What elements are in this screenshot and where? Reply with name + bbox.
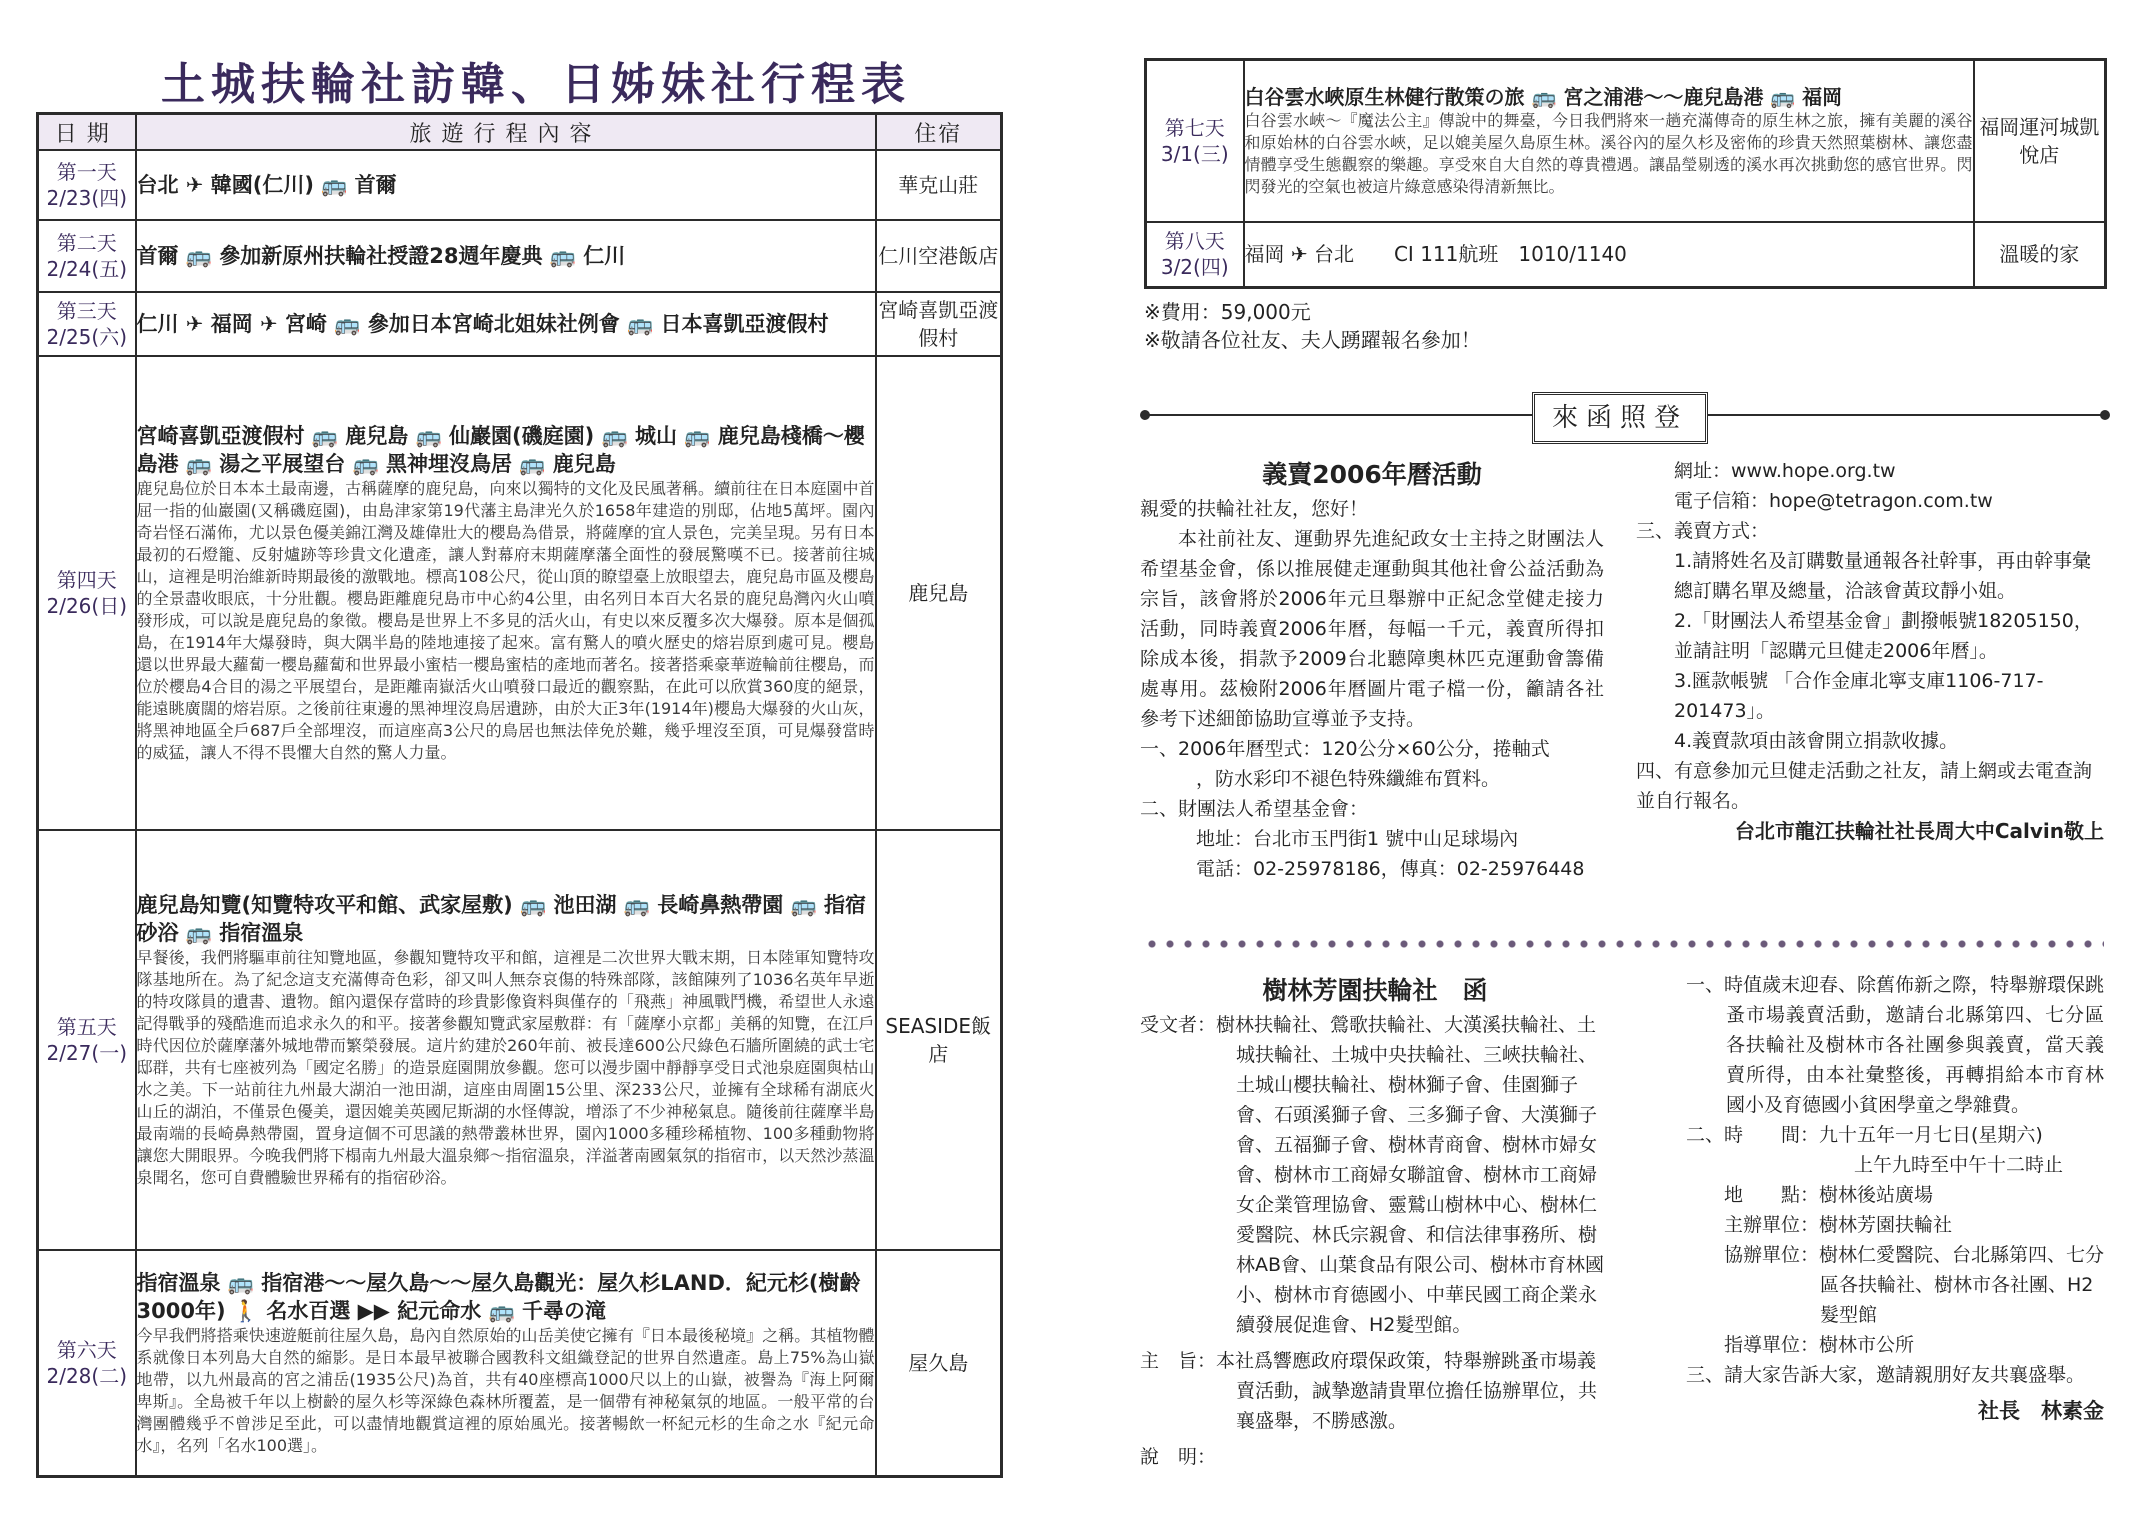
notice-subitem: 2.「財團法人希望基金會」劃撥帳號18205150，並請註明「認購元旦健走2006年曆」。 bbox=[1674, 610, 2093, 662]
calendar-notice-right bbox=[1636, 456, 2104, 846]
notice-subitem: 1.請將姓名及訂購數量通報各社幹事，再由幹事彙總訂購名單及總量，洽該會黃玟靜小姐。 bbox=[1674, 550, 2092, 602]
notice-item: 四、有意參加元旦健走活動之社友，請上網或去電查詢並自行報名。 bbox=[1636, 760, 2093, 812]
hotel-cell: 宮崎喜凱亞渡假村 bbox=[876, 292, 1002, 356]
day-cell: 第四天 2/26(日) bbox=[38, 356, 136, 830]
notice-body: 本社前社友、運動界先進紀政女士主持之財團法人希望基金會，係以推展健走運動與其他社會公益活動為宗旨，該會將於2006年元旦舉辦中正紀念堂健走接力活動，同時義賣2006年曆，每幅一千元，義賣所得扣除成本後，捐款予2009台北聽障奧林匹克運動會籌備處專用。茲檢附2006年曆圖片電子檔一份，籲請各社參考下述細節協助宣導並予支持。 bbox=[1140, 528, 1604, 730]
route-cell: 鹿兒島知覽(知覽特攻平和館、武家屋敷) 🚌 池田湖 🚌 長崎鼻熱帶園 🚌 指宿砂浴 🚌 指宿溫泉 早餐後，我們將驅車前往知覽地區，參觀知覽特攻平和館，這裡是二次世界大戰末期，日本陸軍知覽特攻隊基地所在。為了紀念這支充滿傳奇色彩，卻又叫人無奈哀傷的特殊部隊，該館陳列了1036名英年早逝的特攻隊員的遺書、遺物。館內還保存當時的珍貴影像資料與僅存的「飛燕」神風戰鬥機，希望世人永遠記得戰爭的殘酷進而追求永久的和平。接著參觀知覽武家屋敷群：有「薩摩小京都」美稱的知覽，在江戶時代因位於薩摩藩外城地帶而繁榮發展。這片約建於260年前、被長達600公尺綠色石牆所圍繞的武士宅邸群，共有七座被列為「國定名勝」的造景庭園開放參觀。您可以漫步園中靜靜享受日式池泉庭園與枯山水之美。下一站前往九州最大湖泊一池田湖，這座由周圍15公里、深233公尺，並擁有全球稀有湖底火山丘的湖泊，不僅景色優美，還因媲美英國尼斯湖的水怪傳說，增添了不少神秘氣息。隨後前往薩摩半島最南端的長崎鼻熱帶園，置身這個不可思議的熱帶叢林世界，園內1000多種珍稀植物、100多種動物將讓您大開眼界。今晚我們將下榻南九州最大溫泉鄉～指宿溫泉，洋溢著南國氣氛的指宿市，以天然沙蒸溫泉聞名，您可自費體驗世界稀有的指宿砂浴。 bbox=[136, 830, 876, 1250]
header-hotel: 住宿 bbox=[876, 114, 1002, 151]
letter-point: 上午九時至中午十二時止 bbox=[1854, 1154, 2064, 1176]
shulin-letter-title: 樹林芳園扶輪社 函 bbox=[1262, 976, 1488, 1005]
letter-signature: 社長 林素金 bbox=[1978, 1399, 2104, 1423]
section-title: 來函照登 bbox=[1532, 392, 1708, 444]
table-row bbox=[38, 830, 1002, 1250]
route-cell: 白谷雲水峽原生林健行散策の旅 🚌 宮之浦港～～鹿兒島港 🚌 福岡 白谷雲水峽～『魔法公主』傳說中的舞臺，今日我們將來一趟充滿傳奇的原生林之旅，擁有美麗的溪谷和原始林的白谷雲水峽，足以媲美屋久島原生林。溪谷內的屋久杉及密佈的珍貴天然照葉樹林、讓您盡情體享受生態觀察的樂趣。享受來自大自然的尊貴禮遇。讓晶瑩剔透的溪水再次挑動您的感官世界。閃閃發光的空氣也被這片綠意感染得清新無比。 bbox=[1244, 60, 1974, 222]
table-row bbox=[1146, 222, 2106, 288]
day-cell: 第八天 3/2(四) bbox=[1146, 222, 1244, 288]
recipients: 受文者：樹林扶輪社、鶯歌扶輪社、大漢溪扶輪社、土城扶輪社、土城中央扶輪社、三峽扶輪社、土城山櫻扶輪社、樹林獅子會、佳園獅子會、石頭溪獅子會、三多獅子會、大漢獅子會、五福獅子會、樹林青商會、樹林市婦女會、樹林市工商婦女聯誼會、樹林市工商婦女企業管理協會、靈鷲山樹林中心、樹林仁愛醫院、林氏宗親會、和信法律事務所、樹林AB會、山葉食品有限公司、樹林市育林國小、樹林市育德國小、中華民國工商企業永續發展促進會、H2髮型館。 bbox=[1140, 1014, 1605, 1336]
notice-address: 地址：台北市玉門街1 號中山足球場內 bbox=[1196, 828, 1519, 850]
calendar-notice-title: 義賣2006年曆活動 bbox=[1262, 460, 1482, 489]
letter-point: 一、時值歲末迎春、除舊佈新之際，特舉辦環保跳蚤市場義賣活動，邀請台北縣第四、七分區各扶輪社及樹林市各社團參與義賣，當天義賣所得，由本社彙整後，再轉捐給本市育林國小及育德國小貧困學童之學雜費。 bbox=[1686, 974, 2105, 1116]
notice-subitem: 4.義賣款項由該會開立捐款收據。 bbox=[1674, 730, 1959, 752]
route-cell: 宮崎喜凱亞渡假村 🚌 鹿兒島 🚌 仙巖園(磯庭園) 🚌 城山 🚌 鹿兒島棧橋～櫻島港 🚌 湯之平展望台 🚌 黑神埋沒鳥居 🚌 鹿兒島 鹿兒島位於日本本土最南邊，古稱薩摩的鹿兒島，向來以獨特的文化及民風著稱。續前往在日本庭園中首屈一指的仙巖園(又稱磯庭園)，由島津家第19代藩主島津光久於1658年建造的別邸，佔地5萬坪。園內奇岩怪石滿佈，尤以景色優美錦江灣及雄偉壯大的櫻島為借景，將薩摩的宜人景色，完美呈現。另有日本最初的石燈籠、反射爐跡等珍貴文化遺產，讓人對幕府末期薩摩藩全面性的發展驚嘆不已。接著前往城山，這裡是明治維新時期最後的激戰地。標高108公尺，從山頂的瞭望臺上放眼望去，鹿兒島市區及櫻島的全景盡收眼底，十分壯觀。櫻島距離鹿兒島市中心約4公里，由名列日本百大名景的鹿兒島灣內火山噴發形成，可以說是鹿兒島的象徵。櫻島是世界上不多見的活火山，有史以來反覆多次大爆發。原本是個孤島，在1914年大爆發時，與大隅半島的陸地連接了起來。富有驚人的噴火歷史的熔岩原到處可見。櫻島還以世界最大蘿蔔一櫻島蘿蔔和世界最小蜜桔一櫻島蜜桔的產地而著名。接著搭乘豪華遊輪前往櫻島，而位於櫻島4合目的湯之平展望台，是距離南嶽活火山噴發口最近的觀察點，在此可以欣賞360度的絕景，能遠眺廣闊的熔岩原。之後前往東邊的黑神埋沒鳥居遺跡，由於大正3年(1914年)櫻島大爆發的火山灰，將黑神地區全戶687戶全部埋沒，而這座高3公尺的鳥居也無法倖免於難，幾乎埋沒至頂，可見爆發當時的威猛，讓人不得不畏懼大自然的驚人力量。 bbox=[136, 356, 876, 830]
hotel-cell: 仁川空港飯店 bbox=[876, 220, 1002, 292]
shulin-letter-right bbox=[1686, 970, 2104, 1426]
table-row bbox=[1146, 60, 2106, 222]
notice-subitem: 3.匯款帳號 「合作金庫北寧支庫1106-717-201473」。 bbox=[1674, 670, 2044, 722]
table-row bbox=[38, 356, 1002, 830]
route-cell: 首爾 🚌 參加新原州扶輪社授證28週年慶典 🚌 仁川 bbox=[136, 220, 876, 292]
letter-guide: 指導單位：樹林市公所 bbox=[1724, 1334, 1915, 1356]
greeting: 親愛的扶輪社社友，您好！ bbox=[1140, 498, 1369, 520]
purpose: 主 旨：本社爲響應政府環保政策，特舉辦跳蚤市場義賣活動，誠摯邀請貴單位擔任協辦單位，共襄盛舉，不勝感激。 bbox=[1140, 1350, 1598, 1432]
table-row bbox=[38, 292, 1002, 356]
route-cell: 台北 ✈ 韓國(仁川) 🚌 首爾 bbox=[136, 150, 876, 220]
itinerary-table-right bbox=[1144, 58, 2107, 289]
hotel-cell: 屋久島 bbox=[876, 1250, 1002, 1476]
itinerary-table-left bbox=[36, 112, 1003, 1478]
letter-point: 二、時 間：九十五年一月七日(星期六) bbox=[1686, 1124, 2043, 1146]
notice-item: 三、義賣方式： bbox=[1636, 520, 1770, 542]
day-cell: 第三天 2/25(六) bbox=[38, 292, 136, 356]
route-cell: 指宿溫泉 🚌 指宿港～～屋久島～～屋久島觀光：屋久杉LAND．紀元杉(樹齡3000年) 🚶 名水百選 ▶▶ 紀元命水 🚌 千尋の滝 今早我們將搭乘快速遊艇前往屋久島，島內自然原始的山岳美使它擁有『日本最後秘境』之稱。其植物體系就像日本列島大自然的縮影。是日本最早被聯合國教科文組織登記的世界自然遺產。島上75%為山嶽地帶，以九州最高的宮之浦岳(1935公尺)為首，共有40座標高1000尺以上的山嶽，被譽為『海上阿爾卑斯』。全島被千年以上樹齡的屋久杉等深綠色森林所覆蓋，是一個帶有神秘氣氛的地區。一般平常的台灣團體幾乎不曾涉足至此，可以盡情地觀賞這裡的原始風光。接著暢飲一杯紀元杉的生命之水『紀元命水』，名列「名水100選」。 bbox=[136, 1250, 876, 1476]
day-cell: 第一天 2/23(四) bbox=[38, 150, 136, 220]
route-description: 今早我們將搭乘快速遊艇前往屋久島，島內自然原始的山岳美使它擁有『日本最後秘境』之稱。其植物體系就像日本列島大自然的縮影。是日本最早被聯合國教科文組織登記的世界自然遺產。島上75%為山嶽地帶，以九州最高的宮之浦岳(1935公尺)為首，共有40座標高1000尺以上的山嶽，被譽為『海上阿爾卑斯』。全島被千年以上樹齡的屋久杉等深綠色森林所覆蓋，是一個帶有神秘氣氛的地區。一般平常的台灣團體幾乎不曾涉足至此，可以盡情地觀賞這裡的原始風光。接著暢飲一杯紀元杉的生命之水『紀元命水』，名列「名水100選」。 bbox=[136, 1325, 875, 1455]
notice-item: ，防水彩印不褪色特殊纖維布質料。 bbox=[1196, 768, 1501, 790]
table-row bbox=[38, 1250, 1002, 1476]
letter-place: 地 點：樹林後站廣場 bbox=[1724, 1184, 1934, 1206]
hotel-cell: 福岡運河城凱悅店 bbox=[1974, 60, 2106, 222]
day-cell: 第五天 2/27(一) bbox=[38, 830, 136, 1250]
letter-point: 三、請大家告訴大家，邀請親朋好友共襄盛舉。 bbox=[1686, 1364, 2086, 1386]
letter-host: 主辦單位：樹林芳園扶輪社 bbox=[1724, 1214, 1953, 1236]
header-day: 日期 bbox=[38, 114, 136, 151]
hotel-cell: SEASIDE飯店 bbox=[876, 830, 1002, 1250]
hotel-cell: 溫暖的家 bbox=[1974, 222, 2106, 288]
notice-item: 二、財團法人希望基金會： bbox=[1140, 798, 1369, 820]
day-cell: 第二天 2/24(五) bbox=[38, 220, 136, 292]
table-header-row bbox=[38, 114, 1002, 151]
explain-label: 說 明： bbox=[1140, 1446, 1217, 1468]
notice-phone: 電話：02-25978186，傳真：02-25976448 bbox=[1196, 858, 1585, 880]
calendar-notice-left bbox=[1140, 456, 1604, 884]
notice-website: 網址：www.hope.org.tw bbox=[1674, 460, 1896, 482]
route-cell: 福岡 ✈ 台北 CI 111航班 1010/1140 bbox=[1244, 222, 1974, 288]
invite-note: ※敬請各位社友、夫人踴躍報名參加！ bbox=[1144, 328, 1481, 352]
route-description: 早餐後，我們將驅車前往知覽地區，參觀知覽特攻平和館，這裡是二次世界大戰末期，日本陸軍知覽特攻隊基地所在。為了紀念這支充滿傳奇色彩，卻又叫人無奈哀傷的特殊部隊，該館陳列了1036名英年早逝的特攻隊員的遺書、遺物。館內還保存當時的珍貴影像資料與僅存的「飛燕」神風戰鬥機，希望世人永遠記得戰爭的殘酷進而追求永久的和平。接著參觀知覽武家屋敷群：有「薩摩小京都」美稱的知覽，在江戶時代因位於薩摩藩外城地帶而繁榮發展。這片約建於260年前、被長達600公尺綠色石牆所圍繞的武士宅邸群，共有七座被列為「國定名勝」的造景庭園開放參觀。您可以漫步園中靜靜享受日式池泉庭園與枯山水之美。下一站前往九州最大湖泊一池田湖，這座由周圍15公里、深233公尺，並擁有全球稀有湖底火山丘的湖泊，不僅景色優美，還因媲美英國尼斯湖的水怪傳說，增添了不少神秘氣息。隨後前往薩摩半島最南端的長崎鼻熱帶園，置身這個不可思議的熱帶叢林世界，園內1000多種珍稀植物、100多種動物將讓您大開眼界。今晚我們將下榻南九州最大溫泉鄉～指宿溫泉，洋溢著南國氣氛的指宿市，以天然沙蒸溫泉聞名，您可自費體驗世界稀有的指宿砂浴。 bbox=[136, 948, 875, 1187]
ornament-divider bbox=[1144, 936, 2104, 952]
divider-dot bbox=[2100, 410, 2110, 420]
notice-item: 一、2006年曆型式：120公分×60公分，捲軸式 bbox=[1140, 738, 1550, 760]
page-title: 土城扶輪社訪韓、日姊妹社行程表 bbox=[161, 59, 911, 110]
route-cell: 仁川 ✈ 福岡 ✈ 宮崎 🚌 參加日本宮崎北姐妹社例會 🚌 日本喜凱亞渡假村 bbox=[136, 292, 876, 356]
notice-signature: 台北市龍江扶輪社社長周大中Calvin敬上 bbox=[1734, 819, 2104, 843]
route-description: 白谷雲水峽～『魔法公主』傳說中的舞臺，今日我們將來一趟充滿傳奇的原生林之旅，擁有美麗的溪谷和原始林的白谷雲水峽，足以媲美屋久島原生林。溪谷內的屋久杉及密佈的珍貴天然照葉樹林、讓您盡情體享受生態觀察的樂趣。享受來自大自然的尊貴禮遇。讓晶瑩剔透的溪水再次挑動您的感官世界。閃閃發光的空氣也被這片綠意感染得清新無比。 bbox=[1244, 110, 1973, 196]
route-description: 鹿兒島位於日本本土最南邊，古稱薩摩的鹿兒島，向來以獨特的文化及民風著稱。續前往在日本庭園中首屈一指的仙巖園(又稱磯庭園)，由島津家第19代藩主島津光久於1658年建造的別邸，佔地5萬坪。園內奇岩怪石滿佈，尤以景色優美錦江灣及雄偉壯大的櫻島為借景，將薩摩的宜人景色，完美呈現。另有日本最初的石燈籠、反射爐跡等珍貴文化遺產，讓人對幕府末期薩摩藩全面性的發展驚嘆不已。接著前往城山，這裡是明治維新時期最後的激戰地。標高108公尺，從山頂的瞭望臺上放眼望去，鹿兒島市區及櫻島的全景盡收眼底，十分壯觀。櫻島距離鹿兒島市中心約4公里，由名列日本百大名景的鹿兒島灣內火山噴發形成，可以說是鹿兒島的象徵。櫻島是世界上不多見的活火山，有史以來反覆多次大爆發。原本是個孤島，在1914年大爆發時，與大隅半島的陸地連接了起來。富有驚人的噴火歷史的熔岩原到處可見。櫻島還以世界最大蘿蔔一櫻島蘿蔔和世界最小蜜桔一櫻島蜜桔的產地而著名。接著搭乘豪華遊輪前往櫻島，而位於櫻島4合目的湯之平展望台，是距離南嶽活火山噴發口最近的觀察點，在此可以欣賞360度的絕景，能遠眺廣闊的熔岩原。之後前往東邊的黑神埋沒鳥居遺跡，由於大正3年(1914年)櫻島大爆發的火山灰，將黑神地區全戶687戶全部埋沒，而這座高3公尺的鳥居也無法倖免於難，幾乎埋沒至頂，可見爆發當時的威猛，讓人不得不畏懼大自然的驚人力量。 bbox=[136, 479, 875, 762]
hotel-cell: 鹿兒島 bbox=[876, 356, 1002, 830]
notice-email: 電子信箱：hope@tetragon.com.tw bbox=[1674, 490, 1993, 512]
fee-note: ※費用：59,000元 bbox=[1144, 300, 1311, 324]
shulin-letter-left bbox=[1140, 972, 1610, 1472]
table-row bbox=[38, 150, 1002, 220]
letter-co-host: 協辦單位：樹林仁愛醫院、台北縣第四、七分區各扶輪社、樹林市各社團、H2髮型館 bbox=[1724, 1244, 2105, 1326]
day-cell: 第六天 2/28(二) bbox=[38, 1250, 136, 1476]
header-content: 旅遊行程內容 bbox=[136, 114, 876, 151]
table-row bbox=[38, 220, 1002, 292]
hotel-cell: 華克山莊 bbox=[876, 150, 1002, 220]
day-cell: 第七天 3/1(三) bbox=[1146, 60, 1244, 222]
